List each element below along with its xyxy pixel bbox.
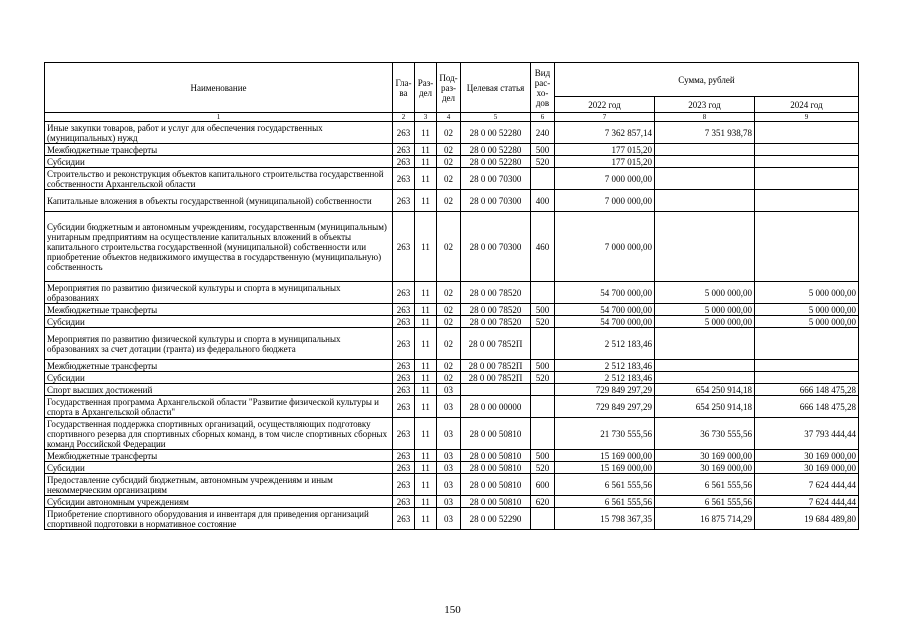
row-glava: 263: [393, 156, 415, 168]
row-celevaya-statya: 28 0 00 00000: [461, 396, 531, 418]
row-name: Мероприятия по развитию физической культуры и спорта в муниципальных образованиях за счет дотации (гранта) из федерального бюджета: [45, 328, 393, 360]
row-podrazdel: 03: [437, 508, 461, 530]
table-row: [45, 168, 859, 190]
row-sum-2023: 6 561 555,56: [655, 496, 755, 508]
row-sum-2024: [755, 156, 859, 168]
row-vid-rashodov: [531, 418, 555, 450]
header-year-2024: 2024 год: [755, 97, 859, 113]
row-razdel: 11: [415, 328, 437, 360]
header-summa: Сумма, рублей: [555, 63, 859, 97]
page-number: 150: [444, 604, 461, 616]
row-sum-2024: [755, 190, 859, 212]
header-podrazdel: Под-раз-дел: [437, 63, 461, 113]
row-razdel: 11: [415, 190, 437, 212]
row-razdel: 11: [415, 360, 437, 372]
table-row: [45, 122, 859, 144]
row-celevaya-statya: 28 0 00 78520: [461, 316, 531, 328]
row-name: Субсидии: [45, 462, 393, 474]
row-glava: 263: [393, 372, 415, 384]
row-glava: 263: [393, 450, 415, 462]
row-podrazdel: 02: [437, 304, 461, 316]
row-glava: 263: [393, 360, 415, 372]
row-sum-2023: [655, 144, 755, 156]
row-celevaya-statya: 28 0 00 52280: [461, 122, 531, 144]
row-name: Спорт высших достижений: [45, 384, 393, 396]
row-vid-rashodov: [531, 168, 555, 190]
row-razdel: 11: [415, 282, 437, 304]
column-index-cell: 5: [461, 113, 531, 122]
row-glava: 263: [393, 122, 415, 144]
row-sum-2023: 6 561 555,56: [655, 474, 755, 496]
row-sum-2022: 7 000 000,00: [555, 168, 655, 190]
row-vid-rashodov: 500: [531, 450, 555, 462]
row-sum-2022: 729 849 297,29: [555, 384, 655, 396]
row-sum-2024: 30 169 000,00: [755, 462, 859, 474]
row-celevaya-statya: [461, 384, 531, 396]
row-sum-2022: 729 849 297,29: [555, 396, 655, 418]
table-row: [45, 156, 859, 168]
row-name: Субсидии: [45, 372, 393, 384]
row-glava: 263: [393, 508, 415, 530]
row-vid-rashodov: 500: [531, 360, 555, 372]
row-name: Государственная поддержка спортивных организаций, осуществляющих подготовку спортивного резерва для спортивных сборных команд, в том числе спортивных сборных команд Российской Федерации: [45, 418, 393, 450]
row-celevaya-statya: 28 0 00 50810: [461, 418, 531, 450]
column-index-cell: 4: [437, 113, 461, 122]
row-sum-2022: 2 512 183,46: [555, 328, 655, 360]
row-sum-2023: 654 250 914,18: [655, 396, 755, 418]
row-vid-rashodov: 460: [531, 212, 555, 282]
row-podrazdel: 02: [437, 282, 461, 304]
table-row: [45, 418, 859, 450]
row-sum-2022: 6 561 555,56: [555, 474, 655, 496]
row-podrazdel: 03: [437, 474, 461, 496]
row-razdel: 11: [415, 396, 437, 418]
row-razdel: 11: [415, 144, 437, 156]
row-vid-rashodov: 620: [531, 496, 555, 508]
row-glava: 263: [393, 384, 415, 396]
row-celevaya-statya: 28 0 00 50810: [461, 474, 531, 496]
row-vid-rashodov: [531, 384, 555, 396]
row-vid-rashodov: 600: [531, 474, 555, 496]
row-name: Межбюджетные трансферты: [45, 144, 393, 156]
header-name: Наименование: [45, 63, 393, 113]
row-sum-2024: [755, 212, 859, 282]
row-celevaya-statya: 28 0 00 50810: [461, 462, 531, 474]
row-glava: 263: [393, 304, 415, 316]
table-row: [45, 212, 859, 282]
row-name: Межбюджетные трансферты: [45, 450, 393, 462]
row-celevaya-statya: 28 0 00 70300: [461, 168, 531, 190]
row-podrazdel: 02: [437, 168, 461, 190]
column-index-cell: 6: [531, 113, 555, 122]
row-vid-rashodov: 500: [531, 304, 555, 316]
row-glava: 263: [393, 462, 415, 474]
row-podrazdel: 03: [437, 418, 461, 450]
row-name: Межбюджетные трансферты: [45, 304, 393, 316]
row-sum-2023: 30 169 000,00: [655, 462, 755, 474]
row-sum-2022: 6 561 555,56: [555, 496, 655, 508]
column-index-cell: 1: [45, 113, 393, 122]
row-name: Субсидии автономным учреждениям: [45, 496, 393, 508]
row-name: Государственная программа Архангельской области "Развитие физической культуры и спорта в Архангельской области": [45, 396, 393, 418]
row-celevaya-statya: 28 0 00 52290: [461, 508, 531, 530]
row-celevaya-statya: 28 0 00 7852П: [461, 328, 531, 360]
column-index-row: [45, 113, 859, 122]
row-razdel: 11: [415, 156, 437, 168]
table-row: [45, 304, 859, 316]
row-celevaya-statya: 28 0 00 78520: [461, 304, 531, 316]
row-sum-2023: [655, 212, 755, 282]
row-podrazdel: 02: [437, 360, 461, 372]
row-sum-2023: 36 730 555,56: [655, 418, 755, 450]
table-row: [45, 190, 859, 212]
table-row: [45, 384, 859, 396]
row-vid-rashodov: 400: [531, 190, 555, 212]
row-sum-2022: 21 730 555,56: [555, 418, 655, 450]
table-row: [45, 496, 859, 508]
row-sum-2023: 5 000 000,00: [655, 304, 755, 316]
row-podrazdel: 02: [437, 212, 461, 282]
row-name: Предоставление субсидий бюджетным, автономным учреждениям и иным некоммерческим организациям: [45, 474, 393, 496]
column-index-cell: 9: [755, 113, 859, 122]
row-sum-2024: 5 000 000,00: [755, 304, 859, 316]
row-sum-2024: 7 624 444,44: [755, 474, 859, 496]
row-razdel: 11: [415, 384, 437, 396]
row-sum-2023: [655, 156, 755, 168]
row-sum-2024: 37 793 444,44: [755, 418, 859, 450]
row-sum-2023: [655, 372, 755, 384]
row-sum-2024: 7 624 444,44: [755, 496, 859, 508]
row-glava: 263: [393, 328, 415, 360]
header-year-2022: 2022 год: [555, 97, 655, 113]
row-sum-2023: [655, 168, 755, 190]
row-vid-rashodov: [531, 396, 555, 418]
row-glava: 263: [393, 190, 415, 212]
row-sum-2022: 54 700 000,00: [555, 304, 655, 316]
row-sum-2022: 54 700 000,00: [555, 282, 655, 304]
row-glava: 263: [393, 282, 415, 304]
row-sum-2024: 5 000 000,00: [755, 316, 859, 328]
row-name: Субсидии: [45, 156, 393, 168]
table-row: [45, 360, 859, 372]
row-razdel: 11: [415, 372, 437, 384]
row-sum-2023: 16 875 714,29: [655, 508, 755, 530]
row-glava: 263: [393, 316, 415, 328]
row-vid-rashodov: 520: [531, 156, 555, 168]
column-index-cell: 8: [655, 113, 755, 122]
row-podrazdel: 03: [437, 462, 461, 474]
row-celevaya-statya: 28 0 00 52280: [461, 144, 531, 156]
table-row: [45, 316, 859, 328]
row-sum-2024: [755, 122, 859, 144]
row-sum-2024: [755, 144, 859, 156]
row-celevaya-statya: 28 0 00 50810: [461, 450, 531, 462]
row-sum-2023: 5 000 000,00: [655, 282, 755, 304]
row-name: Приобретение спортивного оборудования и инвентаря для приведения организаций спортивной подготовки в нормативное состояние: [45, 508, 393, 530]
row-glava: 263: [393, 496, 415, 508]
row-name: Мероприятия по развитию физической культуры и спорта в муниципальных образованиях: [45, 282, 393, 304]
table-row: [45, 508, 859, 530]
row-sum-2022: 177 015,20: [555, 156, 655, 168]
row-glava: 263: [393, 212, 415, 282]
header-vid: Вид рас-хо-дов: [531, 63, 555, 113]
row-razdel: 11: [415, 122, 437, 144]
row-sum-2024: [755, 168, 859, 190]
row-sum-2024: 30 169 000,00: [755, 450, 859, 462]
row-vid-rashodov: [531, 282, 555, 304]
row-celevaya-statya: 28 0 00 7852П: [461, 372, 531, 384]
row-sum-2022: 7 362 857,14: [555, 122, 655, 144]
row-vid-rashodov: 240: [531, 122, 555, 144]
row-name: Иные закупки товаров, работ и услуг для обеспечения государственных (муниципальных) нужд: [45, 122, 393, 144]
header-glava: Гла-ва: [393, 63, 415, 113]
row-vid-rashodov: [531, 328, 555, 360]
row-razdel: 11: [415, 474, 437, 496]
row-sum-2023: [655, 190, 755, 212]
row-razdel: 11: [415, 304, 437, 316]
row-podrazdel: 02: [437, 122, 461, 144]
row-sum-2022: 7 000 000,00: [555, 190, 655, 212]
header-razdel: Раз-дел: [415, 63, 437, 113]
row-celevaya-statya: 28 0 00 70300: [461, 190, 531, 212]
row-podrazdel: 02: [437, 190, 461, 212]
row-razdel: 11: [415, 418, 437, 450]
column-index-cell: 7: [555, 113, 655, 122]
row-sum-2022: 177 015,20: [555, 144, 655, 156]
row-razdel: 11: [415, 462, 437, 474]
row-podrazdel: 02: [437, 144, 461, 156]
row-sum-2022: 54 700 000,00: [555, 316, 655, 328]
row-sum-2023: [655, 360, 755, 372]
row-sum-2022: 15 169 000,00: [555, 462, 655, 474]
row-sum-2022: 7 000 000,00: [555, 212, 655, 282]
header-year-2023: 2023 год: [655, 97, 755, 113]
row-podrazdel: 02: [437, 372, 461, 384]
row-glava: 263: [393, 396, 415, 418]
row-vid-rashodov: 520: [531, 372, 555, 384]
column-index-cell: 3: [415, 113, 437, 122]
header-celevaya: Целевая статья: [461, 63, 531, 113]
row-sum-2024: [755, 372, 859, 384]
row-celevaya-statya: 28 0 00 7852П: [461, 360, 531, 372]
row-name: Межбюджетные трансферты: [45, 360, 393, 372]
row-podrazdel: 03: [437, 450, 461, 462]
row-sum-2022: 2 512 183,46: [555, 360, 655, 372]
row-celevaya-statya: 28 0 00 52280: [461, 156, 531, 168]
table-row: [45, 450, 859, 462]
row-podrazdel: 02: [437, 156, 461, 168]
row-sum-2024: 666 148 475,28: [755, 396, 859, 418]
row-razdel: 11: [415, 450, 437, 462]
row-podrazdel: 02: [437, 316, 461, 328]
row-sum-2024: [755, 328, 859, 360]
row-glava: 263: [393, 418, 415, 450]
row-glava: 263: [393, 168, 415, 190]
row-razdel: 11: [415, 168, 437, 190]
table-row: [45, 282, 859, 304]
row-vid-rashodov: 520: [531, 462, 555, 474]
row-podrazdel: 03: [437, 496, 461, 508]
row-name: Строительство и реконструкция объектов капитального строительства государственной собственности Архангельской области: [45, 168, 393, 190]
table-row: [45, 372, 859, 384]
row-sum-2022: 15 169 000,00: [555, 450, 655, 462]
row-razdel: 11: [415, 316, 437, 328]
row-razdel: 11: [415, 508, 437, 530]
table-row: [45, 144, 859, 156]
table-row: [45, 328, 859, 360]
row-celevaya-statya: 28 0 00 50810: [461, 496, 531, 508]
row-celevaya-statya: 28 0 00 78520: [461, 282, 531, 304]
row-celevaya-statya: 28 0 00 70300: [461, 212, 531, 282]
row-sum-2024: 19 684 489,80: [755, 508, 859, 530]
row-name: Капитальные вложения в объекты государственной (муниципальной) собственности: [45, 190, 393, 212]
row-sum-2023: 7 351 938,78: [655, 122, 755, 144]
row-sum-2024: 666 148 475,28: [755, 384, 859, 396]
row-sum-2022: 2 512 183,46: [555, 372, 655, 384]
budget-table: [44, 62, 859, 530]
row-name: Субсидии бюджетным и автономным учреждениям, государственным (муниципальным) унитарным предприятиям на осуществление капитальных вложений в объекты капитального строительства государственной (муниципальной) собственности или приобретение объектов недвижимого имущества в государственную (муниципальную) собственность: [45, 212, 393, 282]
row-vid-rashodov: [531, 508, 555, 530]
row-sum-2023: [655, 328, 755, 360]
column-index-cell: 2: [393, 113, 415, 122]
row-podrazdel: 03: [437, 396, 461, 418]
row-glava: 263: [393, 144, 415, 156]
row-glava: 263: [393, 474, 415, 496]
row-razdel: 11: [415, 496, 437, 508]
table-row: [45, 462, 859, 474]
table-row: [45, 396, 859, 418]
row-vid-rashodov: 500: [531, 144, 555, 156]
row-vid-rashodov: 520: [531, 316, 555, 328]
row-sum-2024: [755, 360, 859, 372]
table-row: [45, 474, 859, 496]
row-razdel: 11: [415, 212, 437, 282]
row-name: Субсидии: [45, 316, 393, 328]
row-sum-2023: 5 000 000,00: [655, 316, 755, 328]
row-sum-2022: 15 798 367,35: [555, 508, 655, 530]
row-sum-2024: 5 000 000,00: [755, 282, 859, 304]
row-sum-2023: 654 250 914,18: [655, 384, 755, 396]
row-podrazdel: 02: [437, 328, 461, 360]
row-podrazdel: 03: [437, 384, 461, 396]
row-sum-2023: 30 169 000,00: [655, 450, 755, 462]
